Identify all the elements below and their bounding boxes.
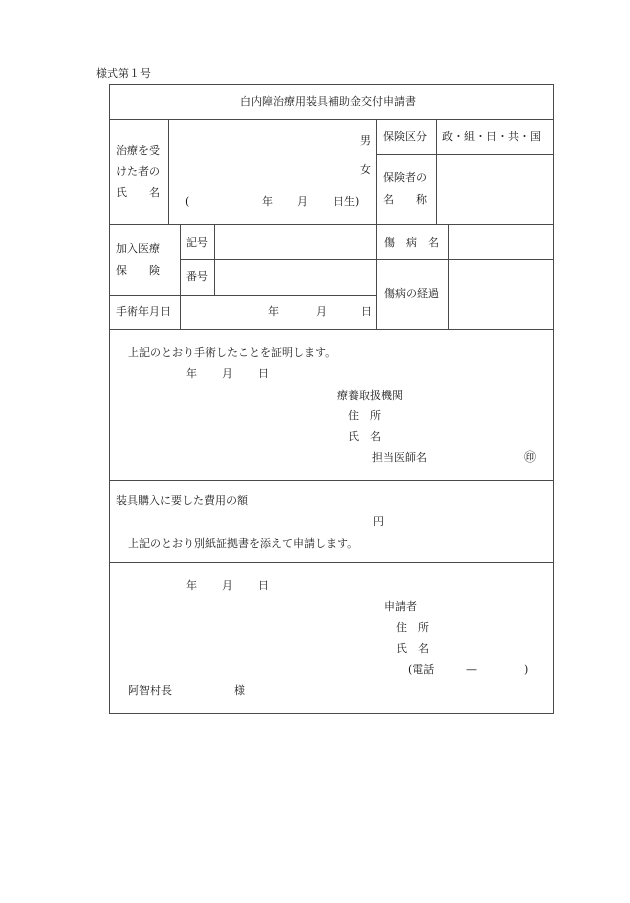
divider xyxy=(448,225,449,330)
patient-label-line-2: けた者の xyxy=(116,165,160,178)
cert-month-label: 月 xyxy=(222,367,233,380)
phone-dash: — xyxy=(466,663,477,676)
disease-course-label: 傷病の経過 xyxy=(384,287,439,300)
doctor-name-label: 担当医師名 xyxy=(372,451,427,464)
phone-open-label: (電話 xyxy=(408,663,435,676)
cert-day-label: 日 xyxy=(258,367,269,380)
divider xyxy=(376,154,553,155)
divider xyxy=(110,329,553,330)
addressee-label: 阿智村長 xyxy=(128,684,172,697)
surgery-date-label: 手術年月日 xyxy=(116,305,171,318)
cert-name-label: 氏 名 xyxy=(348,430,381,443)
cert-address-label: 住 所 xyxy=(348,409,381,422)
insurer-name-field[interactable] xyxy=(440,158,548,220)
divider xyxy=(168,120,169,225)
divider xyxy=(180,259,553,260)
birth-day-label: 日生) xyxy=(333,195,360,208)
divider xyxy=(110,480,553,481)
insurer-name-label-line-1: 保険者の xyxy=(383,171,427,184)
app-month-label: 月 xyxy=(222,579,233,592)
divider xyxy=(436,120,437,225)
number-label: 番号 xyxy=(186,270,208,283)
patient-label-line-3: 氏 名 xyxy=(116,186,160,199)
insurance-category-label: 保険区分 xyxy=(383,130,427,143)
applicant-name-label: 氏 名 xyxy=(396,642,429,655)
divider xyxy=(110,562,553,563)
insurer-name-label-line-2: 名 称 xyxy=(383,193,427,206)
app-day-label: 日 xyxy=(258,579,269,592)
symbol-label: 記号 xyxy=(186,236,208,249)
surgery-year-label: 年 xyxy=(268,305,279,318)
institution-label: 療養取扱機関 xyxy=(337,389,403,402)
birth-open-paren: ( xyxy=(185,195,190,208)
applicant-label: 申請者 xyxy=(384,600,417,613)
form-title: 白内障治療用装具補助金交付申請書 xyxy=(240,95,416,108)
cert-year-label: 年 xyxy=(186,367,197,380)
divider xyxy=(376,120,377,330)
divider xyxy=(110,119,553,120)
yen-unit: 円 xyxy=(373,515,384,528)
divider xyxy=(110,295,377,296)
cost-label: 装具購入に要した費用の額 xyxy=(116,494,248,507)
birth-month-label: 月 xyxy=(297,195,308,208)
symbol-field[interactable] xyxy=(218,228,372,256)
phone-close-paren: ) xyxy=(524,663,529,676)
insurance-category-options[interactable]: 政・組・日・共・国 xyxy=(442,130,541,143)
application-statement: 上記のとおり別紙証拠書を添えて申請します。 xyxy=(128,537,359,550)
form-number: 様式第１号 xyxy=(96,67,151,80)
honorific-label: 様 xyxy=(234,684,245,697)
surgery-month-label: 月 xyxy=(316,305,327,318)
birth-year-label: 年 xyxy=(262,195,273,208)
divider xyxy=(180,225,181,330)
applicant-address-label: 住 所 xyxy=(396,621,429,634)
number-field[interactable] xyxy=(218,263,372,291)
patient-label-line-1: 治療を受 xyxy=(116,144,160,157)
sex-male-option[interactable]: 男 xyxy=(360,134,371,147)
surgery-day-label: 日 xyxy=(361,305,372,318)
doctor-seal-mark: ㊞ xyxy=(524,450,537,464)
sex-female-option[interactable]: 女 xyxy=(360,163,371,176)
disease-name-label: 傷 病 名 xyxy=(384,236,439,249)
app-year-label: 年 xyxy=(186,579,197,592)
disease-course-field[interactable] xyxy=(452,263,548,325)
divider xyxy=(110,224,553,225)
patient-name-field[interactable] xyxy=(172,122,372,182)
medical-insurance-label-line-2: 保 険 xyxy=(116,264,160,277)
divider xyxy=(214,225,215,295)
cost-amount-field[interactable] xyxy=(200,510,368,530)
disease-name-field[interactable] xyxy=(452,228,548,256)
medical-insurance-label-line-1: 加入医療 xyxy=(116,242,160,255)
certification-statement: 上記のとおり手術したことを証明します。 xyxy=(128,346,337,359)
